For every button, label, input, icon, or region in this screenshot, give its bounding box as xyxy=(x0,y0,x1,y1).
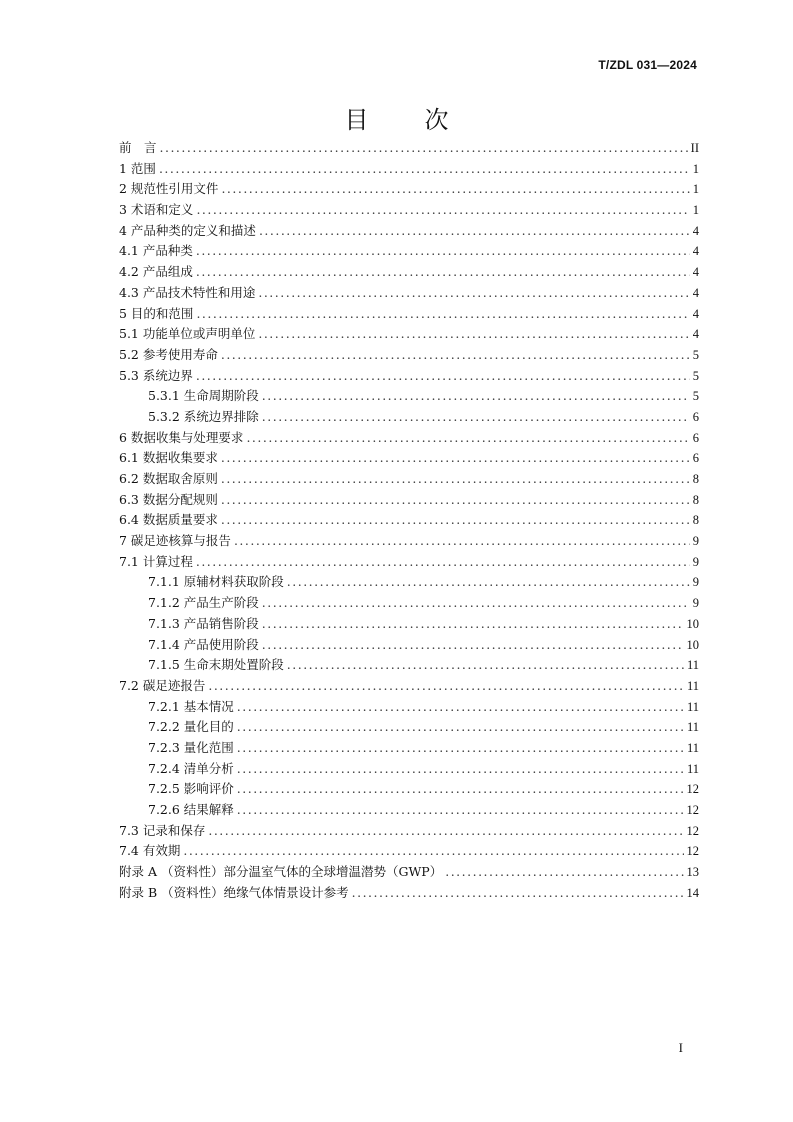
toc-entry[interactable] xyxy=(119,593,699,614)
toc-entry[interactable] xyxy=(119,883,699,904)
toc-entry-title: 6 数据收集与处理要求 xyxy=(119,429,244,445)
toc-entry-title: 6.1 数据收集要求 xyxy=(119,450,218,466)
toc-entry-page: 12 xyxy=(686,803,699,817)
toc-entry-page: 9 xyxy=(692,575,699,590)
toc-entry[interactable] xyxy=(119,241,699,262)
toc-dot-leader xyxy=(262,635,684,656)
toc-entry-title: 6.3 数据分配规则 xyxy=(119,491,218,507)
toc-entry-page: 6 xyxy=(692,409,699,424)
document-code: T/ZDL 031—2024 xyxy=(598,58,697,72)
toc-entry-page: 11 xyxy=(686,699,699,714)
toc-entry-page: 8 xyxy=(692,472,699,486)
toc-dot-leader xyxy=(258,283,689,304)
toc-dot-leader xyxy=(262,386,690,407)
toc-entry-title: 7.1.2 产品生产阶段 xyxy=(148,595,259,611)
toc-entry-title: 7.3 记录和保存 xyxy=(119,822,206,838)
toc-dot-leader xyxy=(221,469,690,490)
toc-entry[interactable] xyxy=(119,676,699,697)
toc-dot-leader xyxy=(160,138,688,159)
toc-entry[interactable] xyxy=(119,324,699,345)
toc-dot-leader xyxy=(221,345,690,366)
toc-dot-leader xyxy=(237,759,684,780)
toc-entry[interactable] xyxy=(119,428,699,449)
toc-entry[interactable] xyxy=(119,821,699,842)
toc-dot-leader xyxy=(196,241,690,262)
toc-dot-leader xyxy=(159,159,690,180)
toc-entry-page: 10 xyxy=(686,637,699,652)
toc-dot-leader xyxy=(258,324,689,345)
toc-entry-page: 4 xyxy=(692,244,699,259)
toc-entry-page: 11 xyxy=(686,761,699,776)
toc-entry-page: 9 xyxy=(692,534,699,549)
toc-entry[interactable] xyxy=(119,841,699,862)
toc-entry-page: 4 xyxy=(692,285,699,300)
toc-dot-leader xyxy=(237,800,684,821)
toc-entry-title: 7.1.3 产品销售阶段 xyxy=(148,615,259,631)
toc-entry[interactable] xyxy=(119,448,699,469)
toc-dot-leader xyxy=(196,552,690,573)
toc-entry[interactable] xyxy=(119,738,699,759)
toc-entry-page: 4 xyxy=(692,223,699,238)
toc-entry[interactable] xyxy=(119,697,699,718)
toc-entry[interactable] xyxy=(119,262,699,283)
toc-entry-title: 7.1.4 产品使用阶段 xyxy=(148,636,259,652)
toc-entry[interactable] xyxy=(119,407,699,428)
toc-dot-leader xyxy=(445,862,683,883)
toc-entry[interactable] xyxy=(119,366,699,387)
toc-entry-page: 4 xyxy=(692,306,699,321)
toc-entry[interactable] xyxy=(119,283,699,304)
toc-entry-page: 11 xyxy=(686,740,699,755)
toc-entry-page: 10 xyxy=(686,616,699,631)
toc-entry-page: 9 xyxy=(692,554,699,569)
toc-entry-title: 7.2.1 基本情况 xyxy=(148,698,234,714)
toc-dot-leader xyxy=(352,883,684,904)
toc-entry-page: 6 xyxy=(692,430,699,445)
toc-entry-page: 8 xyxy=(692,492,699,507)
toc-dot-leader xyxy=(221,179,689,200)
toc-entry[interactable] xyxy=(119,759,699,780)
toc-dot-leader xyxy=(208,821,683,842)
toc-entry-title: 附录 B （资料性）绝缘气体情景设计参考 xyxy=(119,884,349,900)
toc-entry[interactable] xyxy=(119,614,699,635)
toc-entry[interactable] xyxy=(119,800,699,821)
toc-dot-leader xyxy=(221,448,690,469)
toc-entry-page: 4 xyxy=(692,327,699,342)
toc-entry-page: 14 xyxy=(686,885,699,900)
toc-entry-title: 4.3 产品技术特性和用途 xyxy=(119,284,256,300)
toc-dot-leader xyxy=(196,262,690,283)
toc-dot-leader xyxy=(262,407,690,428)
toc-entry-page: 12 xyxy=(686,823,699,838)
toc-entry-title: 7.1 计算过程 xyxy=(119,553,193,569)
toc-entry-title: 4.2 产品组成 xyxy=(119,264,193,280)
toc-entry[interactable] xyxy=(119,655,699,676)
toc-dot-leader xyxy=(237,779,684,800)
toc-entry-page: 11 xyxy=(686,678,699,693)
toc-entry-page: 5 xyxy=(692,368,699,383)
toc-entry-title: 7.2.5 影响评价 xyxy=(148,781,234,797)
toc-entry[interactable] xyxy=(119,304,699,325)
toc-entry-title: 7.2.2 量化目的 xyxy=(148,719,234,735)
toc-entry[interactable] xyxy=(119,221,699,242)
toc-dot-leader xyxy=(237,717,684,738)
toc-entry-page: 1 xyxy=(692,203,699,218)
toc-entry-title: 6.2 数据取舍原则 xyxy=(119,471,218,486)
toc-entry[interactable] xyxy=(119,159,699,180)
toc-entry-title: 3 术语和定义 xyxy=(119,202,194,218)
toc-dot-leader xyxy=(287,655,684,676)
toc-entry[interactable] xyxy=(119,510,699,531)
toc-entry[interactable] xyxy=(119,531,699,552)
toc-entry-title: 附录 A （资料性）部分温室气体的全球增温潜势（GWP） xyxy=(119,864,443,880)
toc-entry-title: 7.2 碳足迹报告 xyxy=(119,677,206,693)
toc-entry-page: 5 xyxy=(692,347,699,362)
toc-entry[interactable] xyxy=(119,635,699,656)
toc-entry-title: 前 言 xyxy=(119,140,157,155)
toc-dot-leader xyxy=(221,490,690,511)
toc-dot-leader xyxy=(234,531,690,552)
toc-entry[interactable] xyxy=(119,386,699,407)
toc-dot-leader xyxy=(262,593,690,614)
toc-entry-page: 5 xyxy=(692,389,699,404)
toc-entry[interactable] xyxy=(119,572,699,593)
toc-entry-title: 2 规范性引用文件 xyxy=(119,181,219,197)
toc-entry-title: 5.3.2 系统边界排除 xyxy=(148,408,259,424)
toc-entry-page: 1 xyxy=(692,182,699,197)
toc-entry[interactable] xyxy=(119,490,699,511)
toc-entry[interactable] xyxy=(119,862,699,883)
toc-entry[interactable] xyxy=(119,717,699,738)
toc-entry-title: 7.1.5 生命末期处置阶段 xyxy=(148,657,284,673)
toc-entry-page: 1 xyxy=(692,161,699,176)
toc-entry-page: 11 xyxy=(686,720,699,735)
toc-dot-leader xyxy=(196,200,689,221)
toc-dot-leader xyxy=(237,697,684,718)
toc-entry-page: 8 xyxy=(692,513,699,528)
toc-dot-leader xyxy=(259,221,690,242)
toc-entry-title: 5.3 系统边界 xyxy=(119,367,193,383)
toc-entry-title: 5.2 参考使用寿命 xyxy=(119,346,218,362)
toc-entry-title: 4 产品种类的定义和描述 xyxy=(119,222,256,238)
toc-dot-leader xyxy=(221,510,690,531)
toc-entry[interactable] xyxy=(119,179,699,200)
toc-dot-leader xyxy=(208,676,684,697)
toc-entry[interactable] xyxy=(119,469,699,490)
toc-entry-page: 4 xyxy=(692,265,699,280)
toc-entry-title: 7 碳足迹核算与报告 xyxy=(119,533,231,549)
footer-page-number: I xyxy=(678,1040,683,1055)
toc-entry-title: 5.3.1 生命周期阶段 xyxy=(148,388,259,404)
toc-dot-leader xyxy=(237,738,684,759)
toc-entry-title: 5 目的和范围 xyxy=(119,305,194,321)
toc-entry-title: 4.1 产品种类 xyxy=(119,243,193,259)
toc-dot-leader xyxy=(287,572,690,593)
toc-entry[interactable] xyxy=(119,138,699,159)
toc-entry-title: 1 范围 xyxy=(119,160,156,176)
toc-title: 目 次 xyxy=(344,106,465,134)
toc-entry-page: 11 xyxy=(686,658,699,673)
toc-entry[interactable] xyxy=(119,200,699,221)
toc-entry-title: 7.2.4 清单分析 xyxy=(148,760,234,776)
toc-entry-title: 7.1.1 原辅材料获取阶段 xyxy=(148,574,284,590)
toc-dot-leader xyxy=(183,841,683,862)
toc-entry-page: 12 xyxy=(686,782,699,797)
toc-entry-page: II xyxy=(690,141,699,155)
toc-dot-leader xyxy=(196,304,689,325)
toc-entry-title: 7.2.6 结果解释 xyxy=(148,802,234,817)
toc-entry-page: 12 xyxy=(686,844,699,859)
toc-dot-leader xyxy=(262,614,684,635)
toc-dot-leader xyxy=(246,428,689,449)
toc-entry[interactable] xyxy=(119,779,699,800)
toc-entry-page: 6 xyxy=(692,451,699,466)
toc-entry[interactable] xyxy=(119,552,699,573)
toc-entry-title: 7.2.3 量化范围 xyxy=(148,739,234,755)
toc-entry-page: 9 xyxy=(692,596,699,611)
toc-entry[interactable] xyxy=(119,345,699,366)
toc-entry-title: 5.1 功能单位或声明单位 xyxy=(119,326,256,342)
toc-entry-title: 7.4 有效期 xyxy=(119,843,181,859)
toc-dot-leader xyxy=(196,366,690,387)
table-of-contents xyxy=(119,138,699,903)
toc-entry-page: 13 xyxy=(686,865,699,880)
toc-entry-title: 6.4 数据质量要求 xyxy=(119,512,218,528)
